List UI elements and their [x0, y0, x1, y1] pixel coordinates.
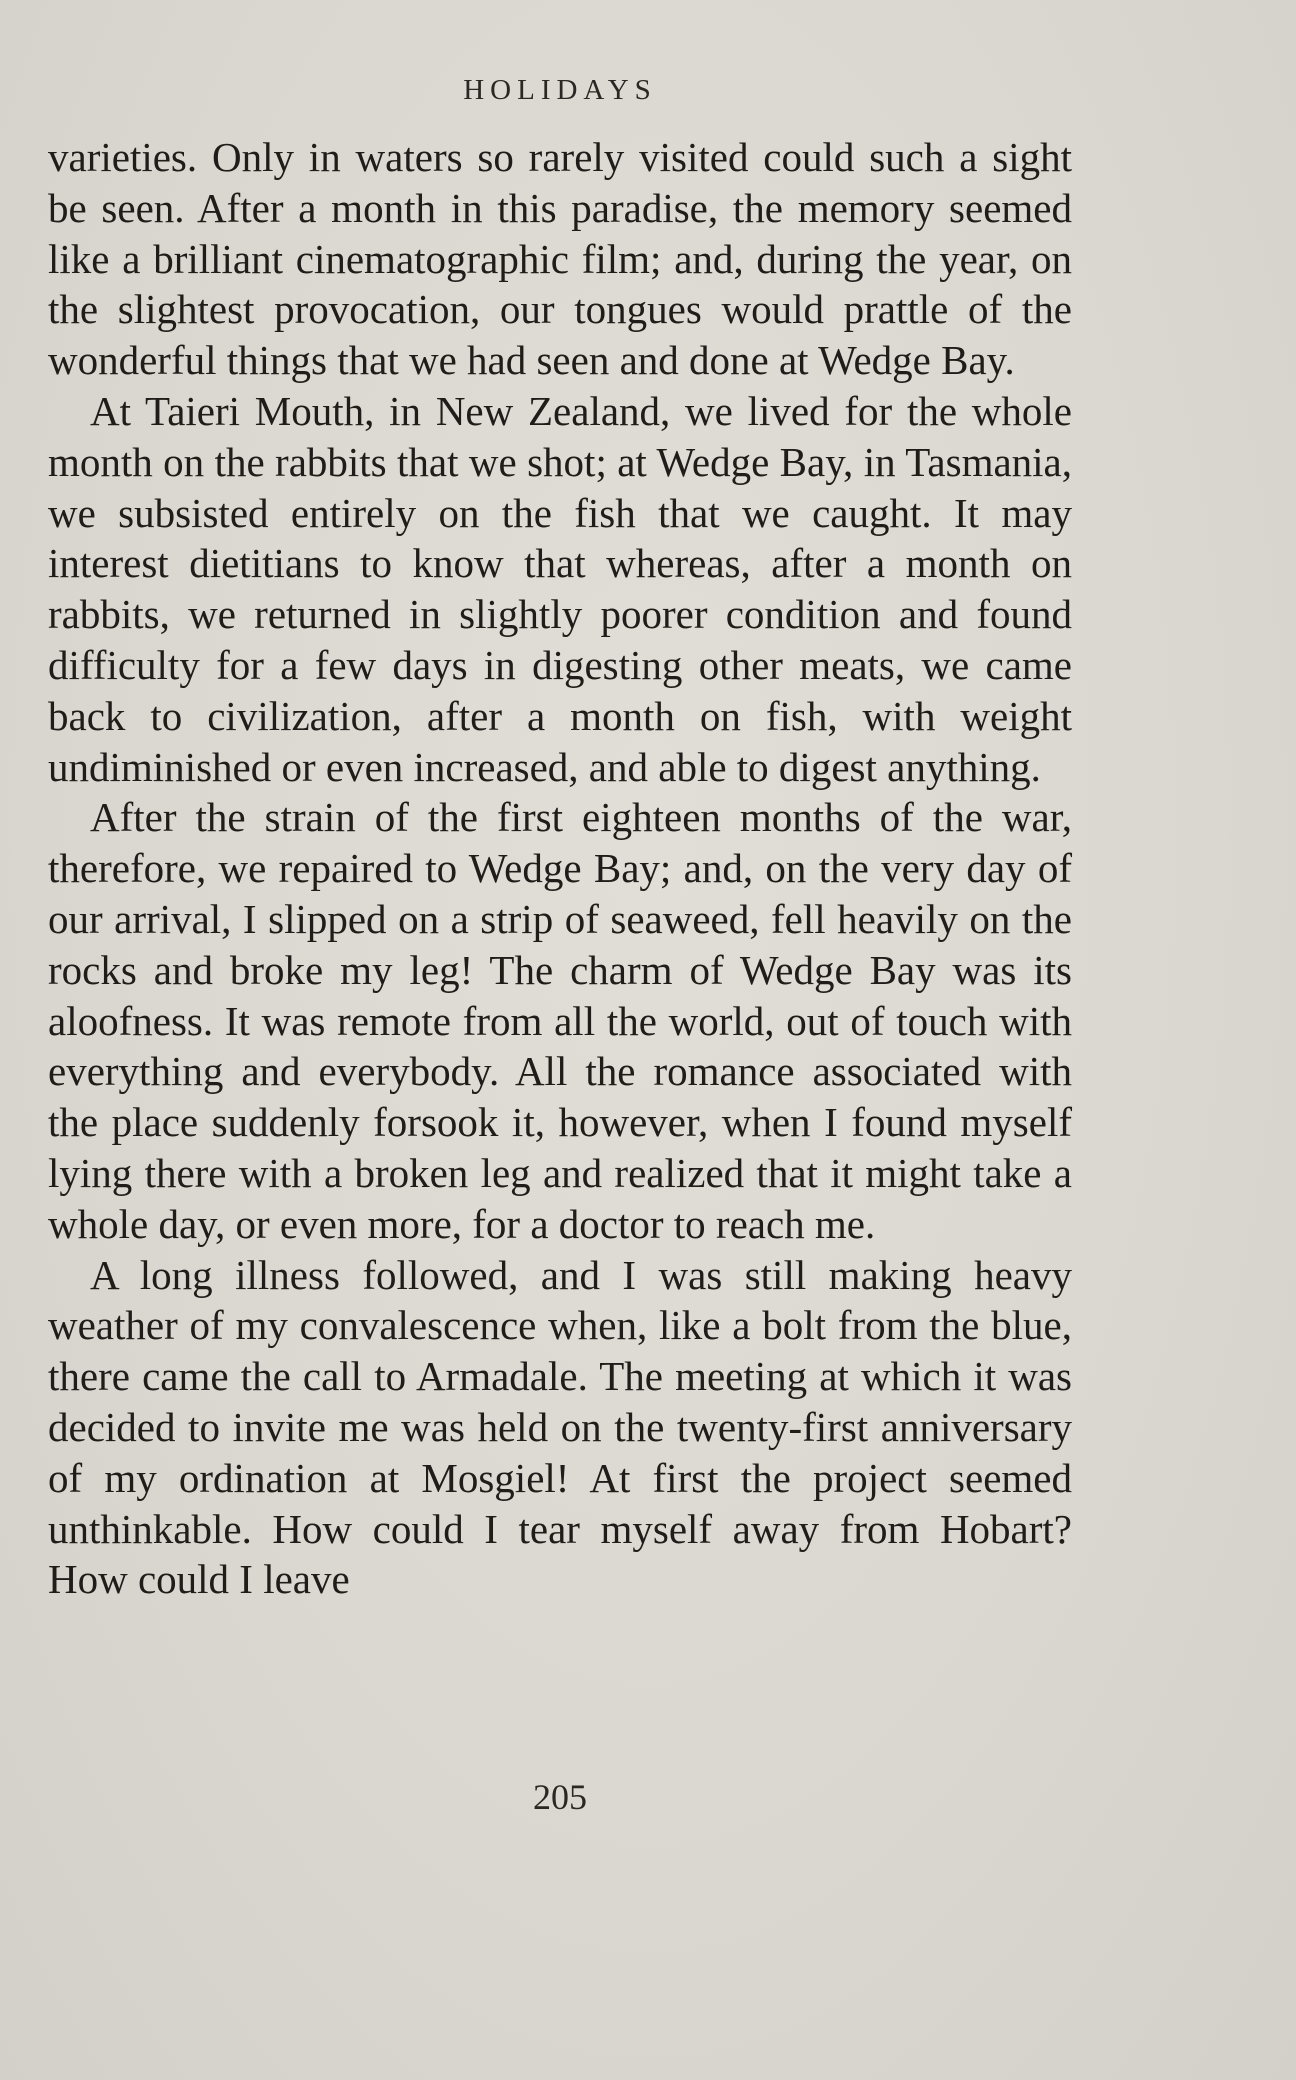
running-head: HOLIDAYS	[463, 74, 657, 106]
page-number: 205	[533, 1777, 587, 1817]
paragraph-1: varieties. Only in waters so rarely visited could such a sight be seen. After a month in this paradise, the memory seemed like a brilliant cinematographic film; and, during the year, on the slightest provocation, our tongues would prattle of the wonderful things that we had seen and done at Wedge Bay.	[48, 134, 1072, 384]
paragraph-3: After the strain of the first eighteen months of the war, therefore, we repaired to Wedge Bay; and, on the very day of our arrival, I slipped on a strip of seaweed, fell heavily on the rocks and broke my leg! The charm of Wedge Bay was its aloofness. It was remote from all the world, out of touch with everything and everybody. All the romance associated with the place suddenly forsook it, however, when I found myself lying there with a broken leg and realized that it might take a whole day, or even more, for a doctor to reach me.	[48, 794, 1072, 1247]
paragraph-2: At Taieri Mouth, in New Zealand, we lived for the whole month on the rabbits that we shot; at Wedge Bay, in Tasmania, we subsisted entirely on the fish that we caught. It may interest dietitians to know that whereas, after a month on rabbits, we returned in slightly poorer condition and found difficulty for a few days in digesting other meats, we came back to civilization, after a month on fish, with weight undiminished or even increased, and able to digest anything.	[48, 387, 1072, 790]
paragraph-4: A long illness followed, and I was still making heavy weather of my convalescence when, like a bolt from the blue, there came the call to Armadale. The meeting at which it was decided to invite me was held on the twenty-first anniversary of my ordination at Mosgiel! At first the project seemed unthinkable. How could I tear myself away from Hobart? How could I leave	[48, 1251, 1072, 1603]
body-text	[48, 132, 1072, 1605]
